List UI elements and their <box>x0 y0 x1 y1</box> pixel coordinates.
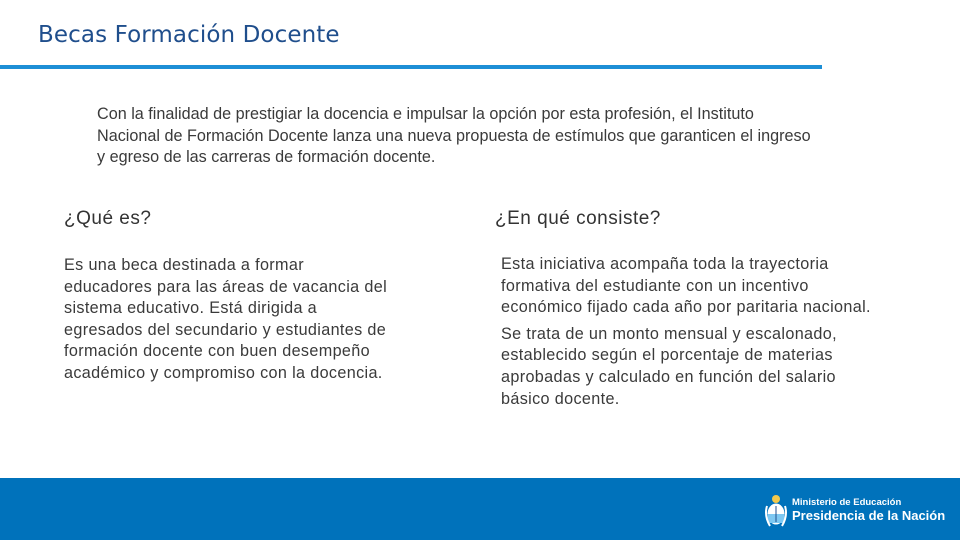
right-column <box>495 208 875 410</box>
ministry-logo <box>764 494 954 530</box>
coat-of-arms-icon <box>764 494 788 530</box>
footer-band <box>0 478 960 540</box>
intro-paragraph: Con la finalidad de prestigiar la docencia e impulsar la opción por esta profesión, el Instituto Nacional de Formación Docente lanza una nueva propuesta de estímulos que garanticen el ingreso y egreso de las carreras de formación docente. <box>97 105 811 166</box>
slide-title: Becas Formación Docente <box>38 22 340 48</box>
left-heading: ¿Qué es? <box>64 208 152 229</box>
left-body: Es una beca destinada a formar educadores para las áreas de vacancia del sistema educativo. Está dirigida a egresados del secundario y estudiantes de formación docente con buen desempeño académico y compromiso con la docencia. <box>64 256 388 382</box>
right-heading: ¿En qué consiste? <box>495 208 661 229</box>
right-paragraph-2: Se trata de un monto mensual y escalonado, establecido según el porcentaje de materias aprobadas y calculado en función del salario básico docente. <box>501 324 837 408</box>
presidency-name: Presidencia de la Nación <box>792 508 946 523</box>
title-divider <box>0 65 822 69</box>
left-column <box>64 208 394 385</box>
right-paragraph-1: Esta iniciativa acompaña toda la trayectoria formativa del estudiante con un incentivo económico fijado cada año por paritaria nacional. <box>501 255 871 317</box>
ministry-name: Ministerio de Educación <box>792 497 902 508</box>
